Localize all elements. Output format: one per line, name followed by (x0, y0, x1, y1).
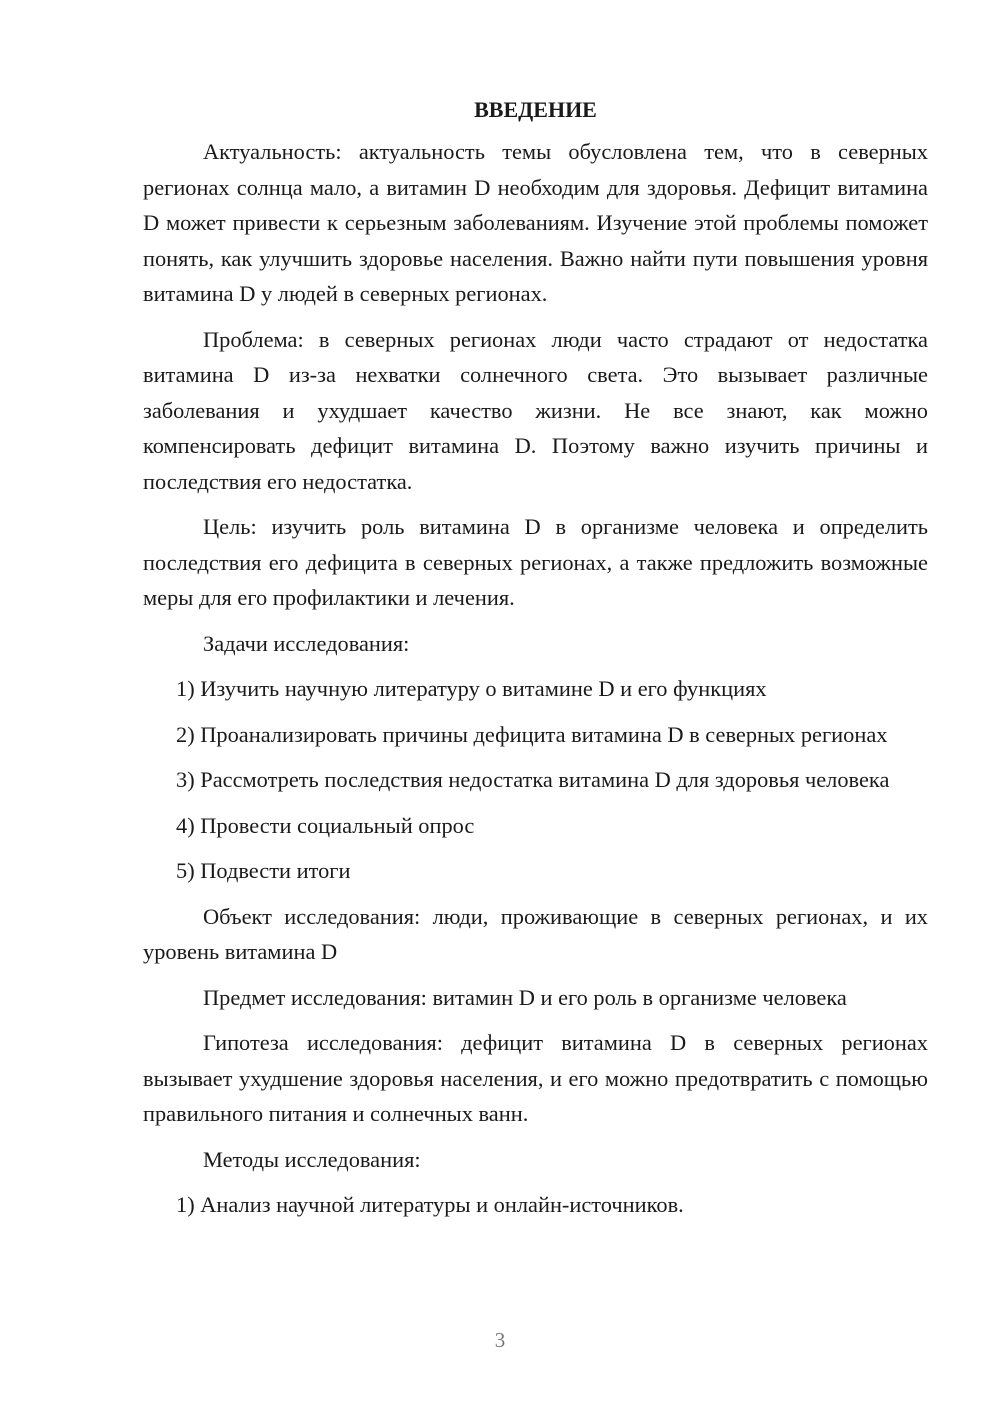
task-item-4: 4) Провести социальный опрос (176, 812, 475, 838)
paragraph-problem: Проблема: в северных регионах люди часто страдают от недостатка витамина D из-за нехватки солнечного света. Это вызывает различные заболевания и ухудшает качество жизни. Не все знают, как можно компенсировать дефицит витамина D. Поэтому важно изучить причины и последствия его недостатка. (143, 326, 928, 494)
task-item-1: 1) Изучить научную литературу о витамине D и его функциях (176, 676, 767, 701)
paragraph-tasks-heading: Задачи исследования: (203, 630, 410, 656)
document-page (143, 92, 928, 1233)
paragraph-methods-heading: Методы исследования: (203, 1146, 421, 1172)
method-item-1: 1) Анализ научной литературы и онлайн-источников. (176, 1192, 684, 1217)
paragraph-subject: Предмет исследования: витамин D и его роль в организме человека (203, 984, 847, 1010)
task-item-5: 5) Подвести итоги (176, 858, 351, 883)
paragraph-object: Объект исследования: люди, проживающие в северных регионах, и их уровень витамина D (143, 903, 928, 964)
paragraph-goal: Цель: изучить роль витамина D в организме человека и определить последствия его дефицита в северных регионах, а также предложить возможные меры для его профилактики и лечения. (143, 514, 928, 610)
page-number: 3 (494, 1328, 506, 1352)
paragraph-relevance: Актуальность: актуальность темы обусловлена тем, что в северных регионах солнца мало, а витамин D необходим для здоровья. Дефицит витамина D может привести к серьезным заболеваниям. Изучение этой проблемы поможет понять, как улучшить здоровье населения. Важно найти пути повышения уровня витамина D у людей в северных регионах. (143, 139, 928, 306)
paragraph-hypothesis: Гипотеза исследования: дефицит витамина D в северных регионах вызывает ухудшение здоровья населения, и его можно предотвратить с помощью правильного питания и солнечных ванн. (143, 1030, 928, 1126)
task-item-3: 3) Рассмотреть последствия недостатка витамина D для здоровья человека (176, 767, 890, 792)
section-title: ВВЕДЕНИЕ (474, 97, 597, 122)
task-item-2: 2) Проанализировать причины дефицита витамина D в северных регионах (176, 721, 888, 747)
